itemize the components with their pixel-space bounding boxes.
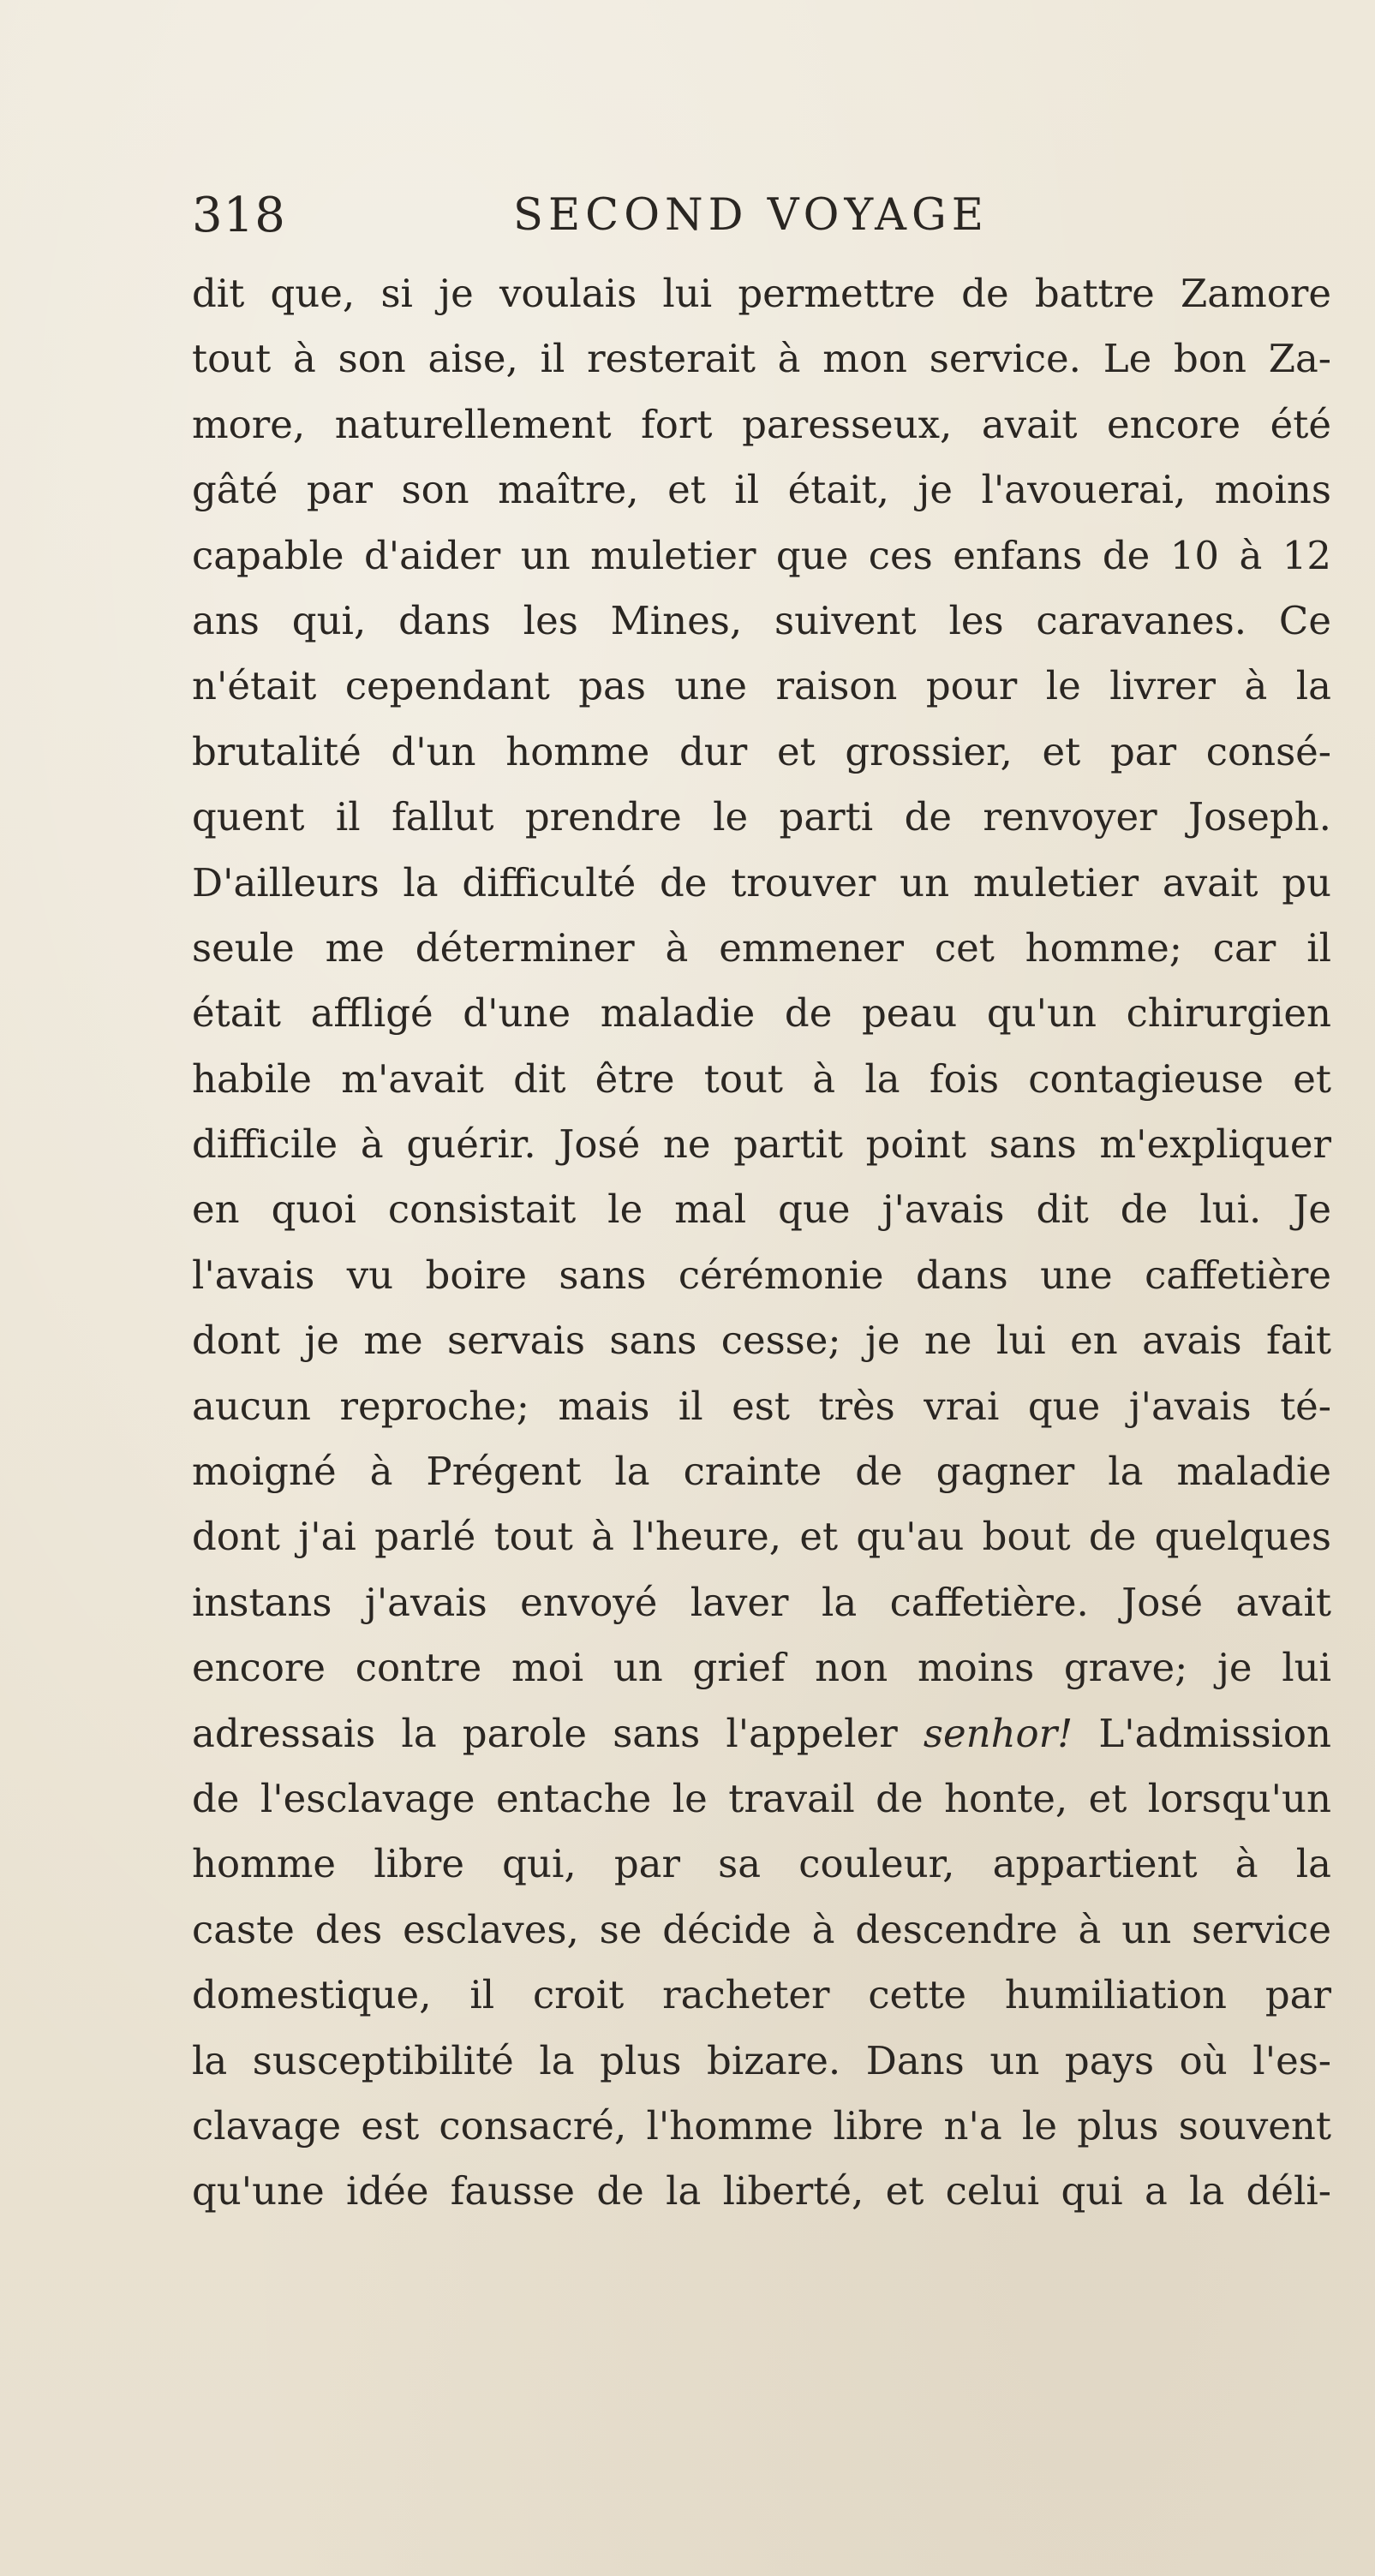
text-line: était affligé d'une maladie de peau qu'un chirurgien	[192, 990, 1331, 1037]
text-line: homme libre qui, par sa couleur, appartient à la	[192, 1841, 1331, 1887]
text-line: aucun reproche; mais il est très vrai que j'avais té-	[192, 1383, 1331, 1429]
text-line: clavage est consacré, l'homme libre n'a le plus souvent	[192, 2102, 1331, 2149]
text-line: dont je me servais sans cesse; je ne lui en avais fait	[192, 1318, 1331, 1364]
text-line: encore contre moi un grief non moins grave; je lui	[192, 1645, 1331, 1691]
text-line: capable d'aider un muletier que ces enfans de 10 à 12	[192, 532, 1331, 578]
text-line: seule me déterminer à emmener cet homme; car il	[192, 924, 1331, 971]
text-line: qu'une idée fausse de la liberté, et celui qui a la déli-	[192, 2168, 1331, 2214]
text-line: n'était cependant pas une raison pour le livrer à la	[192, 663, 1331, 709]
text-line: habile m'avait dit être tout à la fois contagieuse et	[192, 1055, 1331, 1102]
text-line: gâté par son maître, et il était, je l'avouerai, moins	[192, 467, 1331, 513]
text-line: la susceptibilité la plus bizare. Dans un pays où l'es-	[192, 2037, 1331, 2083]
text-line: dit que, si je voulais lui permettre de battre Zamore	[192, 271, 1331, 316]
text-segment: adressais la parole sans l'appeler	[192, 1710, 924, 1756]
page-header	[192, 182, 1331, 249]
text-line: brutalité d'un homme dur et grossier, et par consé-	[192, 728, 1331, 774]
text-line: l'avais vu boire sans cérémonie dans une caffetière	[192, 1252, 1331, 1298]
text-line: tout à son aise, il resterait à mon service. Le bon Za-	[192, 336, 1331, 382]
text-line: ans qui, dans les Mines, suivent les caravanes. Ce	[192, 597, 1331, 643]
body-text	[192, 261, 1331, 2225]
text-line: D'ailleurs la difficulté de trouver un muletier avait pu	[192, 859, 1331, 905]
text-line: caste des esclaves, se décide à descendre à un service	[192, 1906, 1331, 1952]
text-segment: L'admission	[1073, 1710, 1331, 1756]
text-line: more, naturellement fort paresseux, avait encore été	[192, 401, 1331, 447]
text-line: domestique, il croit racheter cette humiliation par	[192, 1972, 1331, 2018]
text-line: moigné à Prégent la crainte de gagner la maladie	[192, 1449, 1331, 1495]
italic-word-senhor: senhor!	[923, 1710, 1073, 1756]
text-line: difficile à guérir. José ne partit point sans m'expliquer	[192, 1121, 1331, 1168]
text-line-with-italic	[192, 1701, 1331, 1766]
page-number: 318	[192, 188, 286, 243]
text-line: quent il fallut prendre le parti de renvoyer Joseph.	[192, 794, 1331, 840]
text-line: dont j'ai parlé tout à l'heure, et qu'au bout de quelques	[192, 1514, 1331, 1560]
text-line: de l'esclavage entache le travail de honte, et lorsqu'un	[192, 1775, 1331, 1821]
text-line: en quoi consistait le mal que j'avais dit de lui. Je	[192, 1186, 1331, 1233]
text-line: instans j'avais envoyé laver la caffetière. José avait	[192, 1579, 1331, 1625]
running-title: SECOND VOYAGE	[513, 190, 989, 241]
